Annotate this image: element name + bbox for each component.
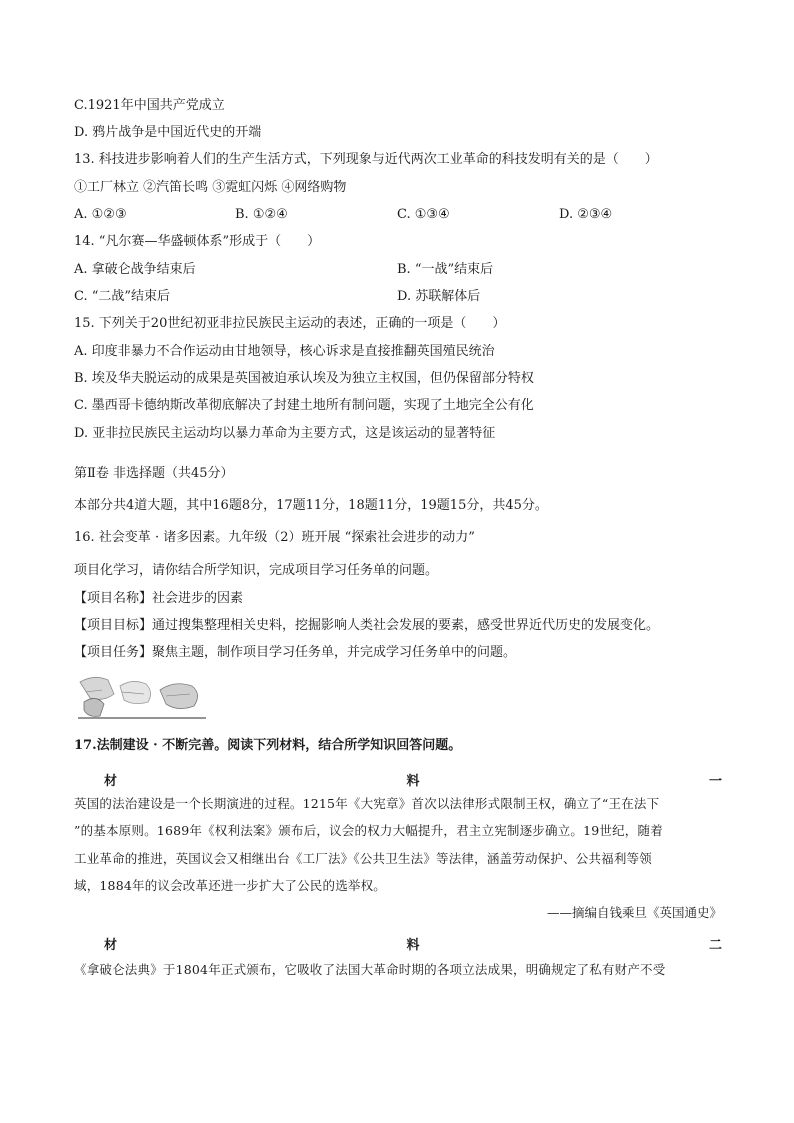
material-1-line-3: 工业革命的推进，英国议会又相继出台《工厂法》《公共卫生法》等法律，涵盖劳动保护、公共福利等领	[74, 851, 652, 866]
material-2-heading-char-3: 二	[708, 938, 722, 953]
part2-title: 第Ⅱ卷 非选择题（共45分）	[74, 466, 234, 481]
material-1-line-4: 域，1884年的议会改革还进一步扩大了公民的选举权。	[74, 878, 387, 893]
q16-project-task: 【项目任务】聚焦主题，制作项目学习任务单，并完成学习任务单中的问题。	[74, 645, 517, 660]
q15-option-a: A. 印度非暴力不合作运动由甘地领导，核心诉求是直接推翻英国殖民统治	[74, 344, 495, 359]
material-1-heading-char-3: 一	[708, 774, 722, 789]
q14-option-c: C. “二战”结束后	[74, 289, 171, 304]
material-1-heading	[104, 770, 722, 789]
q15-option-d: D. 亚非拉民族民主运动均以暴力革命为主要方式，这是该运动的显著特征	[74, 426, 496, 441]
q13-option-a: A. ①②③	[74, 207, 127, 222]
q13-option-b: B. ①②④	[235, 207, 288, 222]
q16-line1: 16. 社会变革 · 诸多因素。九年级（2）班开展 “探索社会进步的动力”	[74, 530, 475, 545]
material-1-line-2: ”的基本原则。1689年《权利法案》颁布后，议会的权力大幅提升，君主立宪制逐步确立。19世纪，随着	[74, 823, 663, 838]
q13-option-d: D. ②③④	[559, 207, 613, 222]
q14-option-b: B. “一战”结束后	[397, 262, 494, 277]
q14-stem: 14. “凡尔赛—华盛顿体系”形成于（ ）	[74, 234, 321, 249]
q13-option-c: C. ①③④	[397, 207, 450, 222]
q15-option-c: C. 墨西哥卡德纳斯改革彻底解决了封建土地所有制问题，实现了土地完全公有化	[74, 398, 534, 413]
worksheet-image-fragment	[74, 672, 210, 724]
q17-stem: 17.法制建设 · 不断完善。阅读下列材料，结合所学知识回答问题。	[74, 738, 462, 753]
q12-option-c: C.1921年中国共产党成立	[74, 98, 225, 113]
q12-option-d: D. 鸦片战争是中国近代史的开端	[74, 125, 262, 140]
q14-option-d: D. 苏联解体后	[397, 289, 481, 304]
material-1-heading-char-1: 材	[104, 774, 118, 789]
material-1-heading-char-2: 料	[406, 774, 420, 789]
q13-stem: 13. 科技进步影响着人们的生产生活方式，下列现象与近代两次工业革命的科技发明有关的是（ ）	[74, 152, 658, 167]
material-2-heading	[104, 934, 722, 953]
q16-project-name: 【项目名称】社会进步的因素	[74, 591, 244, 606]
material-1-line-1: 英国的法治建设是一个长期演进的过程。1215年《大宪章》首次以法律形式限制王权，确立了“王在法下	[74, 796, 660, 811]
material-2-heading-char-2: 料	[406, 938, 420, 953]
material-1-source: ——摘编自钱乘旦《英国通史》	[546, 905, 722, 920]
part2-description: 本部分共4道大题，其中16题8分，17题11分，18题11分，19题15分，共45分。	[74, 498, 548, 513]
q16-project-goal: 【项目目标】通过搜集整理相关史料，挖掘影响人类社会发展的要素，感受世界近代历史的发展变化。	[74, 618, 660, 633]
q16-line2: 项目化学习，请你结合所学知识，完成项目学习任务单的问题。	[74, 563, 439, 578]
q15-option-b: B. 埃及华夫脱运动的成果是英国被迫承认埃及为独立主权国，但仍保留部分特权	[74, 371, 534, 386]
material-2-heading-char-1: 材	[104, 938, 118, 953]
q14-option-a: A. 拿破仑战争结束后	[74, 262, 196, 277]
q13-items: ①工厂林立 ②汽笛长鸣 ③霓虹闪烁 ④网络购物	[74, 180, 347, 195]
material-2-line-1: 《拿破仑法典》于1804年正式颁布，它吸收了法国大革命时期的各项立法成果，明确规定了私有财产不受	[74, 962, 666, 977]
q15-stem: 15. 下列关于20世纪初亚非拉民族民主运动的表述，正确的一项是（ ）	[74, 316, 506, 331]
